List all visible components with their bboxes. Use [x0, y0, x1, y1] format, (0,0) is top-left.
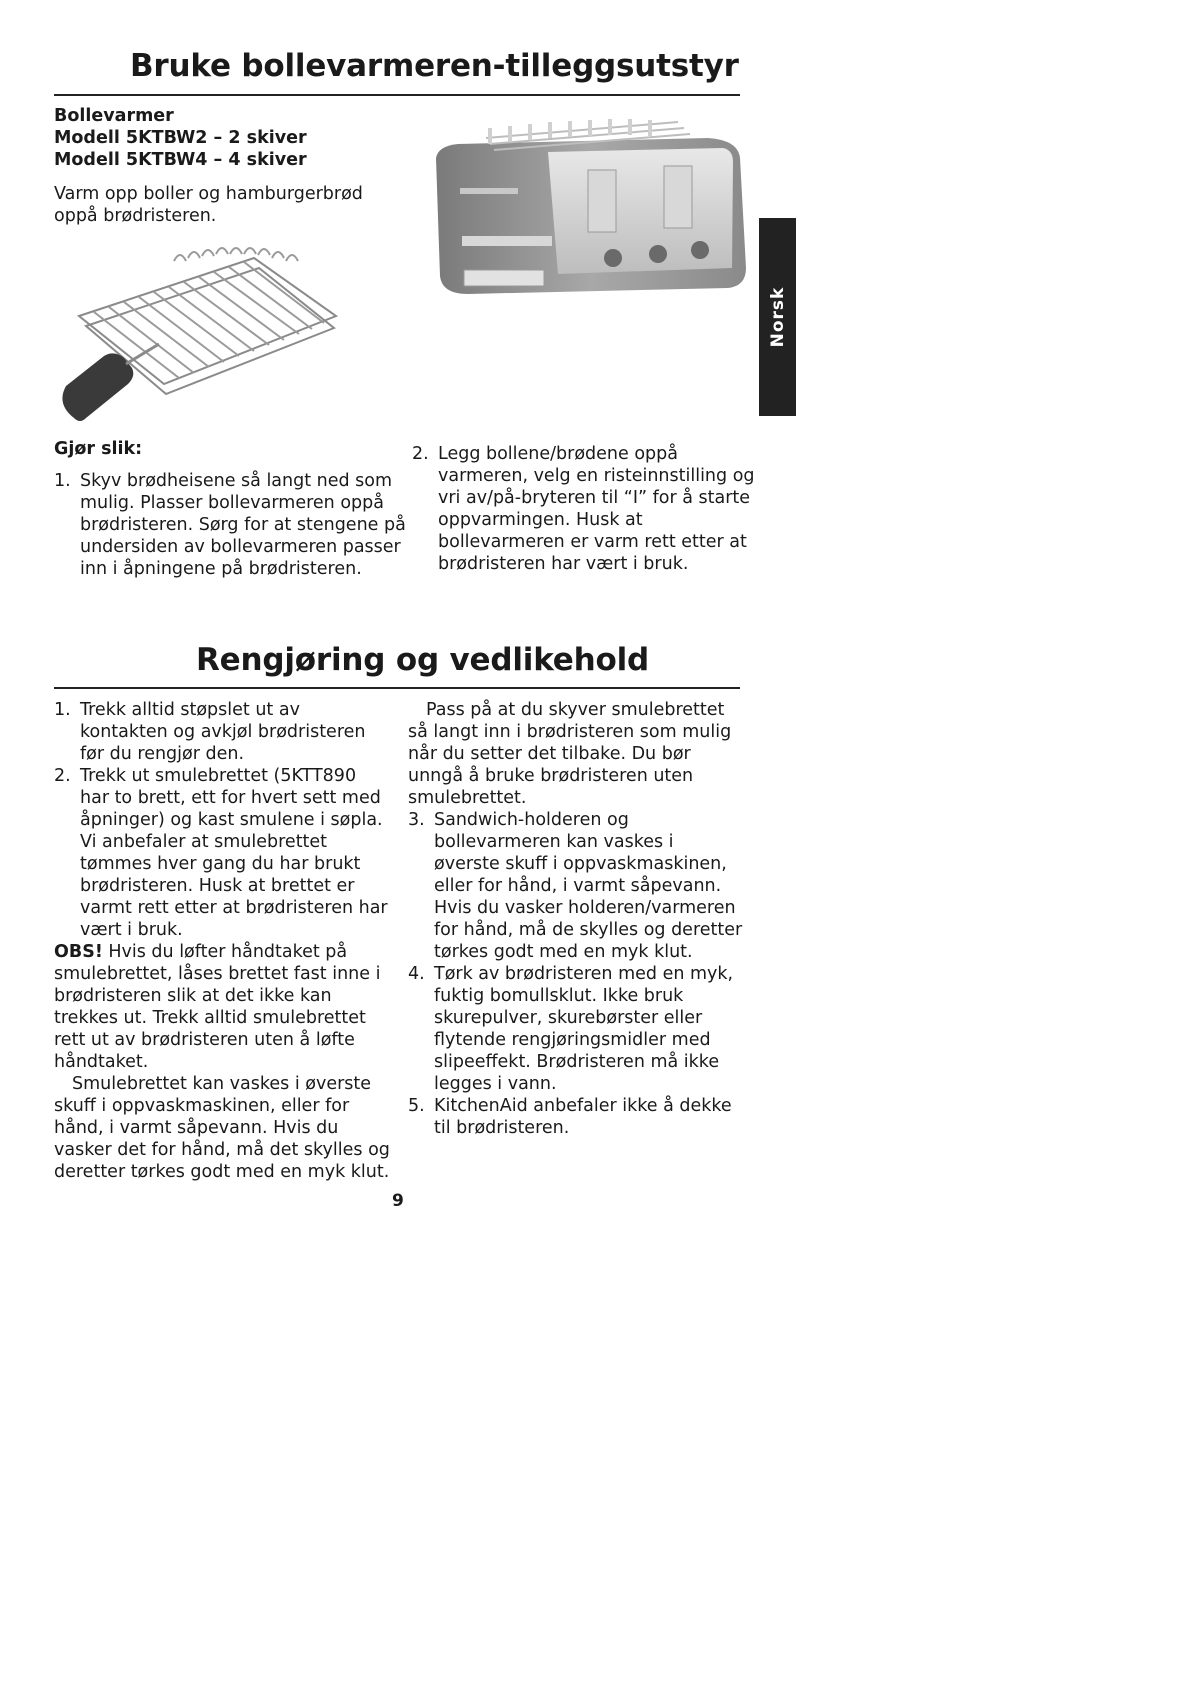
item-number: 1.	[54, 700, 71, 720]
item-number: 4.	[408, 964, 425, 984]
section1-step-1	[54, 470, 410, 580]
subtitle-line-2: Modell 5KTBW2 – 2 skiver	[54, 128, 307, 148]
item-text: Sandwich-holderen og bollevarmeren kan vaskes i øverste skuff i oppvaskmaskinen, eller for hånd, i varmt såpevann. Hvis du vasker holderen/varmeren for hånd, må de skylles og deretter tørkes godt med en myk klut.	[434, 810, 743, 962]
section2-right-column	[408, 699, 744, 1139]
section2-left-column	[54, 699, 390, 1183]
model-subtitle	[54, 105, 374, 171]
clean-item-5	[408, 1095, 744, 1139]
item-number: 5.	[408, 1096, 425, 1116]
section2-rule	[54, 687, 740, 689]
section1-rule	[54, 94, 740, 96]
crumb-tray-insert-paragraph: Pass på at du skyver smulebrettet så langt inn i brødristeren som mulig når du setter det tilbake. Du bør unngå å bruke brødristeren uten smulebrettet.	[408, 700, 732, 808]
obs-text: Hvis du løfter håndtaket på smulebrettet, låses brettet fast inne i brødristeren slik at det ikke kan trekkes ut. Trekk alltid smulebrettet rett ut av brødristeren uten å løfte håndtaket.	[54, 942, 381, 1072]
section1-step-2	[412, 443, 768, 575]
step-text: Skyv brødheisene så langt ned som mulig. Plasser bollevarmeren oppå brødristeren. Sørg for at stengene på undersiden av bollevarmeren passer inn i åpningene på brødristeren.	[80, 471, 406, 579]
item-number: 3.	[408, 810, 425, 830]
intro-text: Varm opp boller og hamburgerbrød oppå brødristeren.	[54, 184, 363, 226]
language-tab	[759, 218, 796, 416]
section1-title: Bruke bollevarmeren-tilleggsutstyr	[130, 48, 739, 84]
item-text: Tørk av brødristeren med en myk, fuktig bomullsklut. Ikke bruk skurepulver, skurebørster eller flytende rengjøringsmidler med slipeeffekt. Brødristeren må ikke legges i vann.	[434, 964, 734, 1094]
item-text: KitchenAid anbefaler ikke å dekke til brødristeren.	[434, 1096, 732, 1138]
item-text: Trekk alltid støpslet ut av kontakten og avkjøl brødristeren før du rengjør den.	[80, 700, 366, 764]
subtitle-line-3: Modell 5KTBW4 – 4 skiver	[54, 150, 307, 170]
clean-item-3	[408, 809, 744, 963]
step-number: 1.	[54, 471, 71, 491]
bun-warmer-illustration	[54, 236, 344, 426]
language-tab-label: Norsk	[767, 286, 788, 348]
step-number: 2.	[412, 444, 429, 464]
item-text: Trekk ut smulebrettet (5KTT890 har to brett, ett for hvert sett med åpninger) og kast smulene i søpla. Vi anbefaler at smulebrettet tømmes hver gang du har brukt brødristeren. Husk at brettet er varmt rett etter at brødristeren har vært i bruk.	[80, 766, 388, 940]
crumb-tray-wash-paragraph: Smulebrettet kan vaskes i øverste skuff i oppvaskmaskinen, eller for hånd, i varmt såpevann. Hvis du vasker det for hånd, må det skylles og deretter tørkes godt med en myk klut.	[54, 1074, 390, 1182]
clean-item-1	[54, 699, 390, 765]
how-to-label: Gjør slik:	[54, 439, 143, 459]
toaster-illustration	[428, 118, 758, 300]
clean-item-4	[408, 963, 744, 1095]
subtitle-line-1: Bollevarmer	[54, 106, 174, 126]
clean-item-2	[54, 765, 390, 941]
item-number: 2.	[54, 766, 71, 786]
step-text: Legg bollene/brødene oppå varmeren, velg en risteinnstilling og vri av/på-bryteren til “I” for å starte oppvarmingen. Husk at bollevarmeren er varm rett etter at brødristeren har vært i bruk.	[438, 444, 755, 574]
obs-note	[54, 941, 390, 1073]
page-number: 9	[392, 1191, 404, 1211]
obs-label: OBS!	[54, 942, 103, 962]
section2-title: Rengjøring og vedlikehold	[196, 642, 649, 678]
